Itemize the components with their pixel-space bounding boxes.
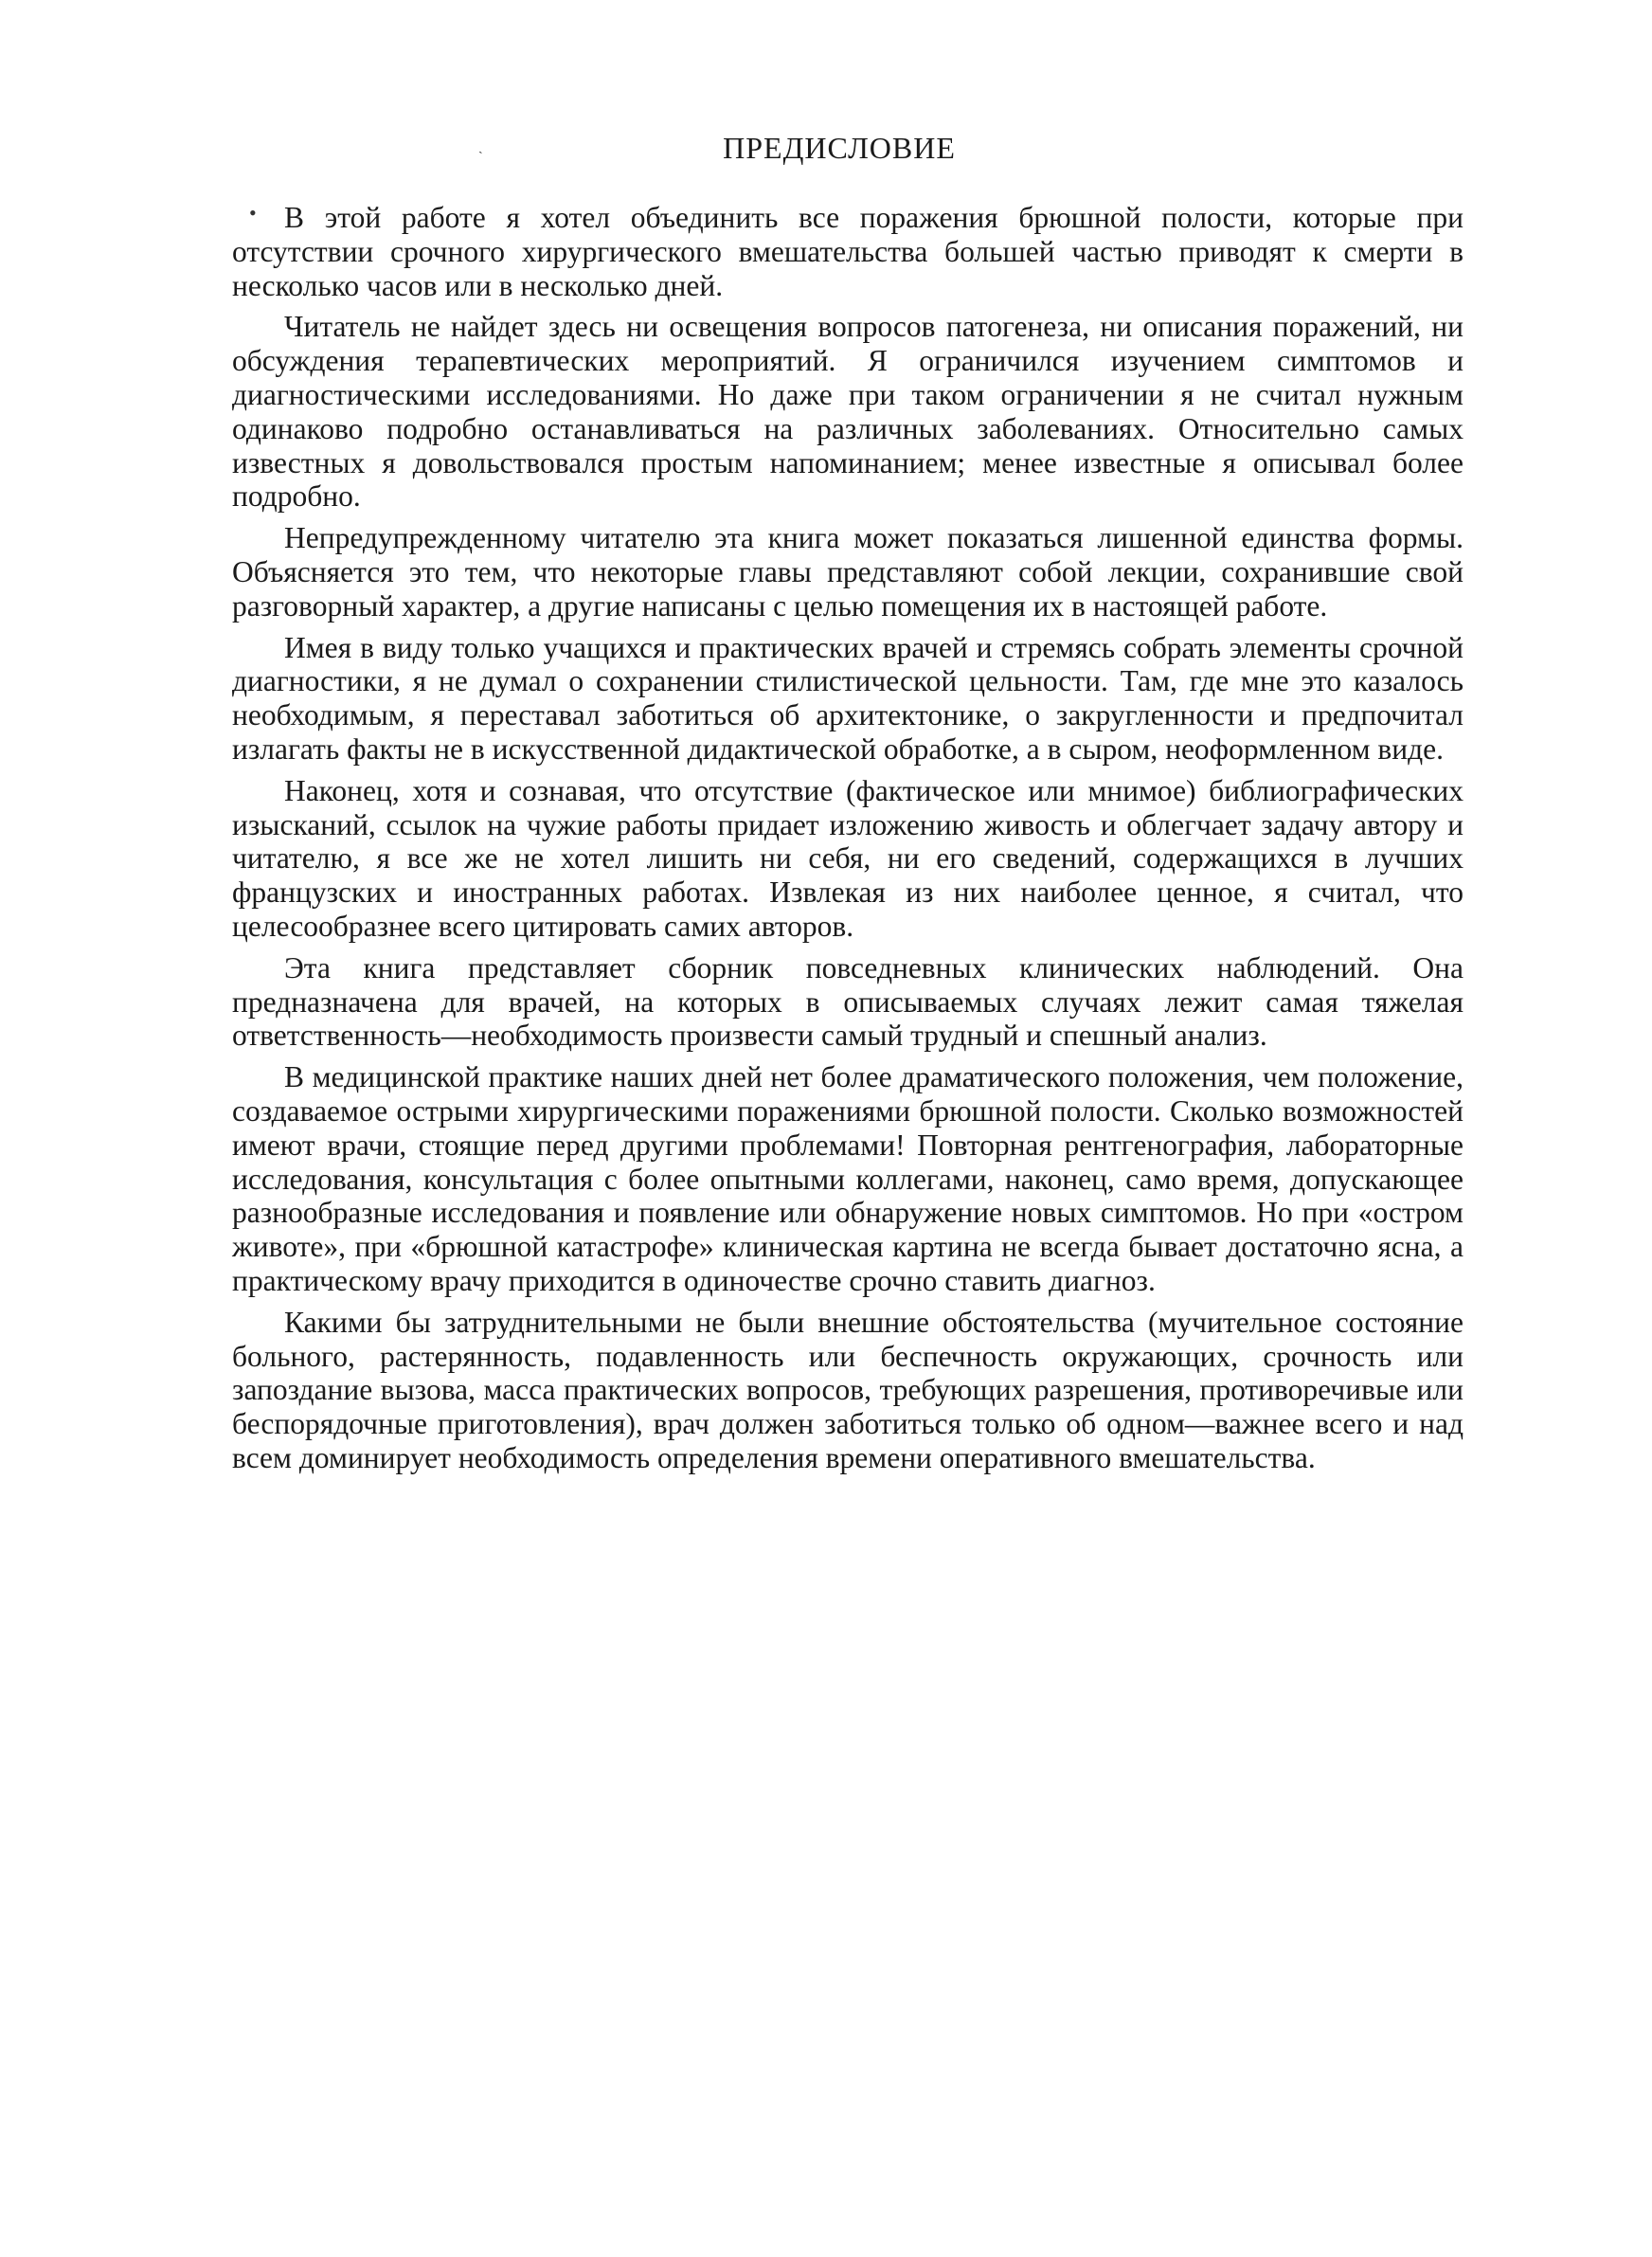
- page-title: ПРЕДИСЛОВИЕ: [723, 131, 956, 165]
- paragraph-6: Эта книга представляет сборник повседневных клинических наблюдений. Она предназначена для врачей, на которых в описываемых случаях лежит самая тяжелая ответственность—необходимость произвести самый трудный и спешный анализ.: [232, 950, 1463, 1053]
- paragraph-5: Наконец, хотя и сознавая, что отсутствие (фактическое или мнимое) библиографических изысканий, ссылок на чужие работы придает изложению живость и облегчает задачу автору и читателю, я все же не хотел лишить ни себя, ни его сведений, содержащихся в лучших французских и иностранных работах. Извлекая из них наиболее ценное, я считал, что целесообразнее всего цитировать самих авторов.: [232, 773, 1463, 943]
- paragraph-1: В этой работе я хотел объединить все поражения брюшной полости, которые при отсутствии срочного хирургического вмешательства большей частью приводят к смерти в несколько часов или в несколько дней.: [232, 201, 1463, 302]
- paragraph-2: Читатель не найдет здесь ни освещения вопросов патогенеза, ни описания поражений, ни обсуждения терапевтических мероприятий. Я ограничился изучением симптомов и диагностическими исследованиями. Но даже при таком ограничении я не считал нужным одинаково подробно останавливаться на различных заболеваниях. Относительно самых известных я довольствовался простым напоминанием; менее известные я описывал более подробно.: [232, 310, 1463, 514]
- paragraph-4: Имея в виду только учащихся и практических врачей и стремясь собрать элементы срочной диагностики, я не думал о сохранении стилистической цельности. Там, где мне это казалось необходимым, я переставал заботиться об архитектонике, о закругленности и предпочитал излагать факты не в искусственной дидактической обработке, а в сыром, неоформленном виде.: [232, 630, 1463, 766]
- scan-speck: ˎ: [478, 140, 483, 154]
- preface-body: [232, 201, 1463, 1483]
- paragraph-8: Какими бы затруднительными не были внешние обстоятельства (мучительное состояние больного, растерянность, подавленность или беспечность окружающих, срочность или запоздание вызова, масса практических вопросов, требующих разрешения, противоречивые или беспорядочные приготовления), врач должен заботиться только об одном—важнее всего и над всем доминирует необходимость определения времени оперативного вмешательства.: [232, 1305, 1463, 1474]
- scan-speck: •: [249, 201, 257, 225]
- paragraph-3: Непредупрежденному читателю эта книга может показаться лишенной единства формы. Объясняется это тем, что некоторые главы представляют собой лекции, сохранившие свой разговорный характер, а другие написаны с целью помещения их в настоящей работе.: [232, 521, 1463, 623]
- paragraph-7: В медицинской практике наших дней нет более драматического положения, чем положение, создаваемое острыми хирургическими поражениями брюшной полости. Сколько возможностей имеют врачи, стоящие перед другими проблемами! Повторная рентгенография, лабораторные исследования, консультация с более опытными коллегами, наконец, само время, допускающее разнообразные исследования и появление или обнаружение новых симптомов. Но при «остром животе», при «брюшной катастрофе» клиническая картина не всегда бывает достаточно ясна, а практическому врачу приходится в одиночестве срочно ставить диагноз.: [232, 1060, 1463, 1297]
